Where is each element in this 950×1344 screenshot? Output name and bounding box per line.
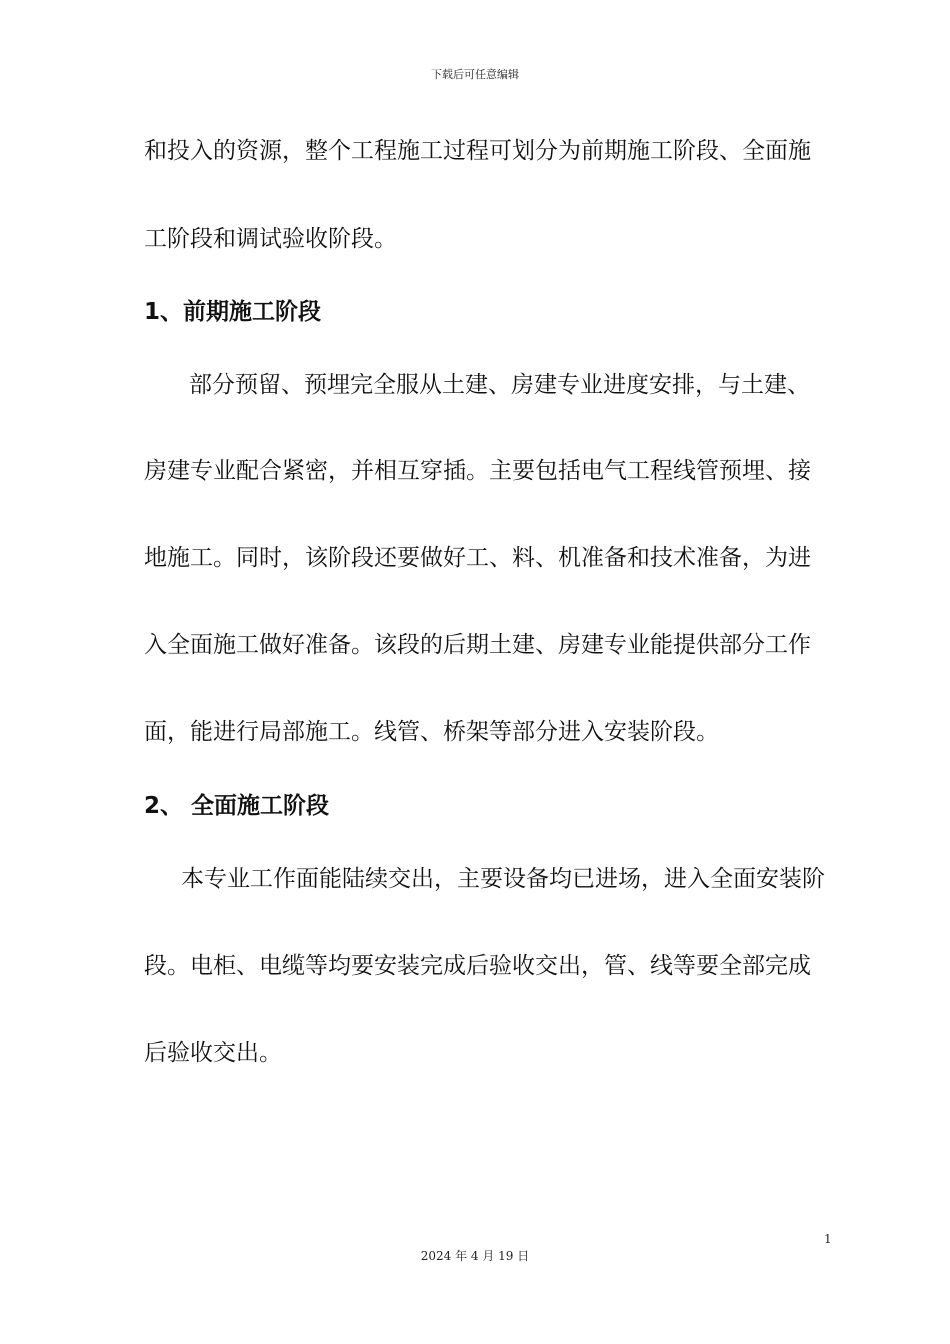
page-number: 1 [824,1232,832,1246]
paragraph-line: 段。电柜、电缆等均要安装完成后验收交出，管、线等要全部完成 [144,953,811,979]
paragraph-line: 本专业工作面能陆续交出，主要设备均已进场，进入全面安装阶 [181,866,825,892]
paragraph-line: 和投入的资源，整个工程施工过程可划分为前期施工阶段、全面施 [144,138,811,164]
section-heading-full-stage: 2、 全面施工阶段 [144,793,330,819]
paragraph-line: 部分预留、预埋完全服从土建、房建专业进度安排，与土建、 [189,372,810,398]
paragraph-line: 后验收交出。 [144,1040,282,1066]
paragraph-line: 工阶段和调试验收阶段。 [144,226,397,252]
page-header: 下载后可任意编辑 [431,68,519,81]
footer-date: 2024 年 4 月 19 日 [420,1249,530,1263]
paragraph-line: 地施工。同时，该阶段还要做好工、料、机准备和技术准备，为进 [144,545,811,571]
section-heading-early-stage: 1、前期施工阶段 [144,299,322,325]
paragraph-line: 入全面施工做好准备。该段的后期土建、房建专业能提供部分工作 [144,632,811,658]
paragraph-line: 房建专业配合紧密，并相互穿插。主要包括电气工程线管预埋、接 [144,458,811,484]
paragraph-line: 面，能进行局部施工。线管、桥架等部分进入安装阶段。 [144,719,719,745]
